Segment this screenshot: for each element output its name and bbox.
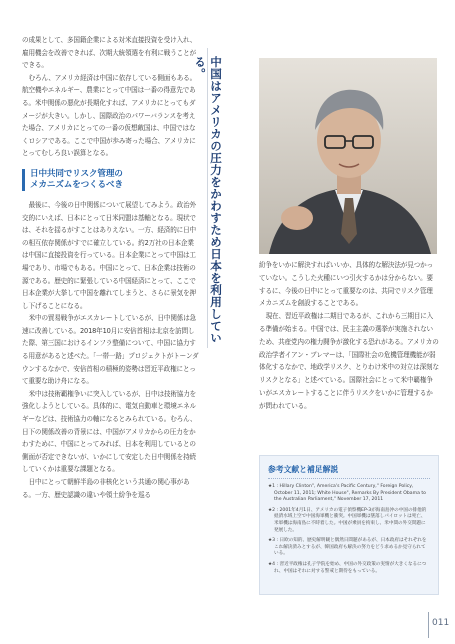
page-number: 011 (432, 618, 450, 628)
body-paragraph: 最後に、今後の日中関係について展望してみよう。政治外交的にいえば、日本にとって日米同盟は基軸となる。現状では、それを揺るがすことはありえない。一方、経済的に日中の相互依存関係がすでに確立している。約2万社の日本企業は中国に直接投資を行っている。日本企業にとって中国は工場であり、市場でもある。中国にとって、日本企業は技術の源である。歴史的に緊張している中国経済にとって、ここで日本企業が大挙して中国を離れてしまうと、さらに景気を押し下げることになる。 (22, 200, 196, 310)
reference-item: ★1 : Hillary Clinton", America's Pacific Century," Foreign Policy, October 11, 2011; White House", Remarks By President Obama to the Australian Parliament," November 17, 2011 (268, 484, 426, 503)
left-text-column (22, 34, 199, 501)
section-heading (22, 169, 199, 191)
references-list (268, 484, 430, 575)
references-title: 参考文献と補足解説 (268, 464, 430, 479)
body-paragraph: の成果として、多国籍企業による対米直接投資を受け入れ、雇用機会を改善できれば、次期大統領選を有利に戦うことができる。 (22, 36, 197, 70)
section-heading-line: 日中共同でリスク管理の (30, 168, 123, 179)
body-paragraph: 現在、習近平政権は二期目であるが、これから三期目に入る準備が始まる。中国では、民主主義の選挙が実施されないため、共産党内の権力闘争が激化する恐れがある。アメリカの政治学者イアン・ブレマーは、「国際社会の危機管理機能が弱体化するなかで、地政学リスク、とりわけ米中の対立は深刻なリスクとなる」と述べている。国際社会にとって米中覇権争いがエスカレートすることに伴うリスクをいかに管理するかが問われている。 (259, 312, 439, 410)
reference-item: ★2 : 2001年4月1日、アメリカの電子偵察機EP-3が海南島沖の中国の排他的経済水域上空で中国海軍機と衝突。中国軍機は墜落しパイロットは死亡、米軍機は海南島に不時着した。中国が乗員を拘束し、米中間の外交問題に発展した。 (268, 507, 427, 533)
portrait-illustration (259, 58, 437, 254)
body-paragraph: 米中は技術覇権争いに突入しているが、日中は技術協力を強化しようとしている。具体的に、電気自動車と環境エネルギーなどは、技術協力の軸になるとみられている。むろん、日下の関係改善の背景には、中国がアメリカからの圧力をかわすために、中国にとってみれば、日本を利用しているとの側面が否定できないが、いかにして安定した日中関係を持続していくかは重要な課題となる。 (22, 389, 197, 474)
body-paragraph: 米中の貿易戦争がエスカレートしているが、日中関係は急速に改善している。2018年10月に安倍首相は北京を訪問した際、第三国におけるインフラ整備について、中国に協力する用意があると述べた。「一帯一路」プロジェクトがトーンダウンするなかで、安倍首相の積極的姿勢は習近平政権にとって重要な助け舟になる。 (22, 314, 199, 386)
portrait-photo (259, 58, 437, 254)
reference-item: ★4 : 習近平政権は孔子学院を始め、中国の外交政策の実情が大きくなるにつれ、中国はそれに対する警戒と期待をもっている。 (268, 561, 427, 574)
reference-item: ★3 : 日欧の知的、歴史解明観と偶然日間題があるが、日本政府はそれぞれをこれ解決済みとするが、韓国政府も解決の努力をどう求めるか見守られている。 (268, 538, 427, 557)
references-box (259, 455, 439, 595)
page-number-rule (428, 612, 429, 638)
right-text-column (259, 259, 439, 413)
body-paragraph: 紛争をいかに解決すればいいか、具体的な解決法が見つかっていない。こうした火種にいつ引火するかは分からない。要するに、今後の日中にとって重要なのは、共同でリスク管理メカニズムを創設することである。 (259, 261, 433, 308)
body-paragraph: 日中にとって朝鮮半島の非核化という共通の関心事がある。一方、歴史認識の違いや領土紛争を巡る (22, 478, 190, 499)
body-paragraph: むろん、アメリカ経済は中国に依存している側面もある。航空機やエネルギー、農業にとって中国は一番の得意先である。米中関係の悪化が長期化すれば、アメリカにとってもダメージが大きい。しかし、国際政治のパワーバランスを考えた場合、アメリカにとっての一番の仮想敵国は、中国ではなくロシアである。ここで中国が歩み寄った場合、アメリカにとってむしろ良い誤算となる。 (22, 73, 197, 158)
section-heading-line: メカニズムをつくるべき (30, 179, 123, 190)
vertical-pull-quote: 中国はアメリカの圧力をかわすため日本を利用している。 (193, 56, 223, 344)
